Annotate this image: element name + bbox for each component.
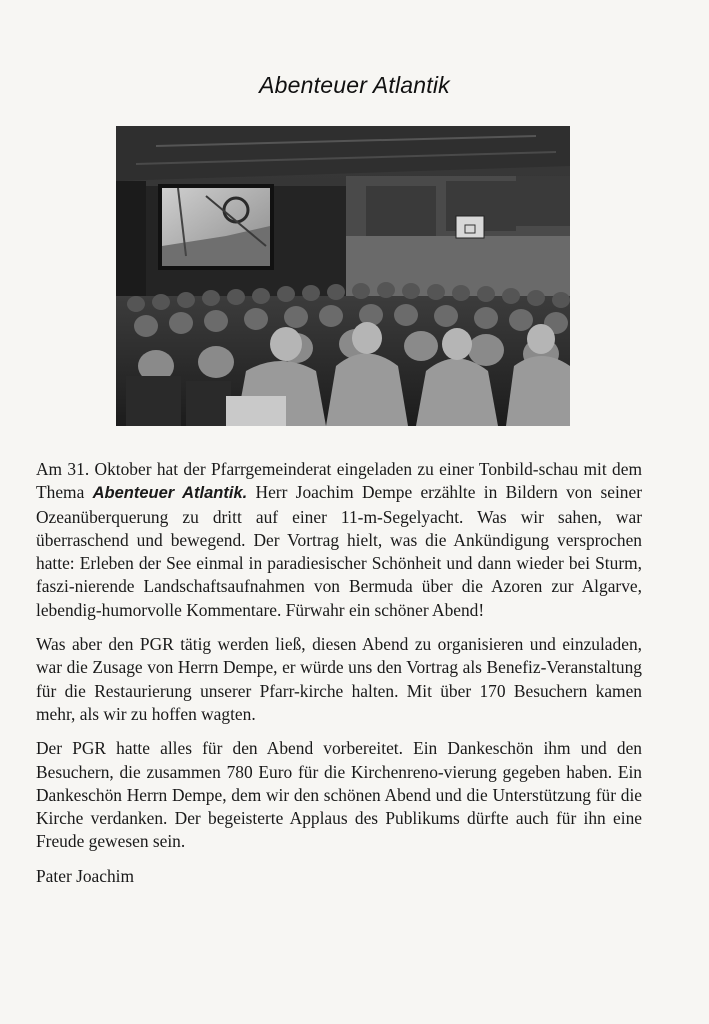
author-signature: Pater Joachim: [36, 865, 135, 886]
article-paragraph-1: [36, 458, 642, 622]
article-title: Abenteuer Atlantik: [259, 72, 450, 98]
paragraph-1-text-end: Herr Joachim Dempe erzählte in Bildern von seiner Ozeanüberquerung zu dritt auf einer 11-m-Segelyacht. Was wir sahen, war überraschend und bewegend. Der Vortrag hielt, was die Ankündigung versprochen hatte: Erleben der See einmal in paradiesischer Schönheit und dann wieder bei Sturm, faszi-nierende Landschaftsaufnahmen von Bermuda über die Azoren zur Algarve, lebendig-humorvolle Kommentare. Fürwahr ein schöner Abend!: [36, 482, 642, 620]
article-body: [36, 458, 642, 899]
audience-photo: [116, 126, 570, 426]
article-paragraph-2: Was aber den PGR tätig werden ließ, diesen Abend zu organisieren und einzuladen, war die Zusage von Herrn Dempe, er würde uns den Vortrag als Benefiz-Veranstaltung für die Restaurierung unserer Pfarr-kirche halten. Mit über 170 Besuchern kamen mehr, als wir zu hoffen wagten.: [36, 634, 642, 724]
paragraph-1-text-start: Am 31. Oktober hat der Pfarrgemeinderat eingeladen zu einer Tonbild-schau mit dem Thema: [36, 459, 642, 503]
emphasized-title: Abenteuer Atlantik.: [92, 484, 248, 503]
article-paragraph-3: Der PGR hatte alles für den Abend vorbereitet. Ein Dankeschön ihm und den Besuchern, die zusammen 780 Euro für die Kirchenreno-vierung gegeben haben. Ein Dankeschön Herrn Dempe, dem wir den schönen Abend und die Unterstützung für die Kirche verdanken. Der begeisterte Applaus des Publikums dürfte auch für ihn eine Freude gewesen sein.: [36, 738, 642, 852]
